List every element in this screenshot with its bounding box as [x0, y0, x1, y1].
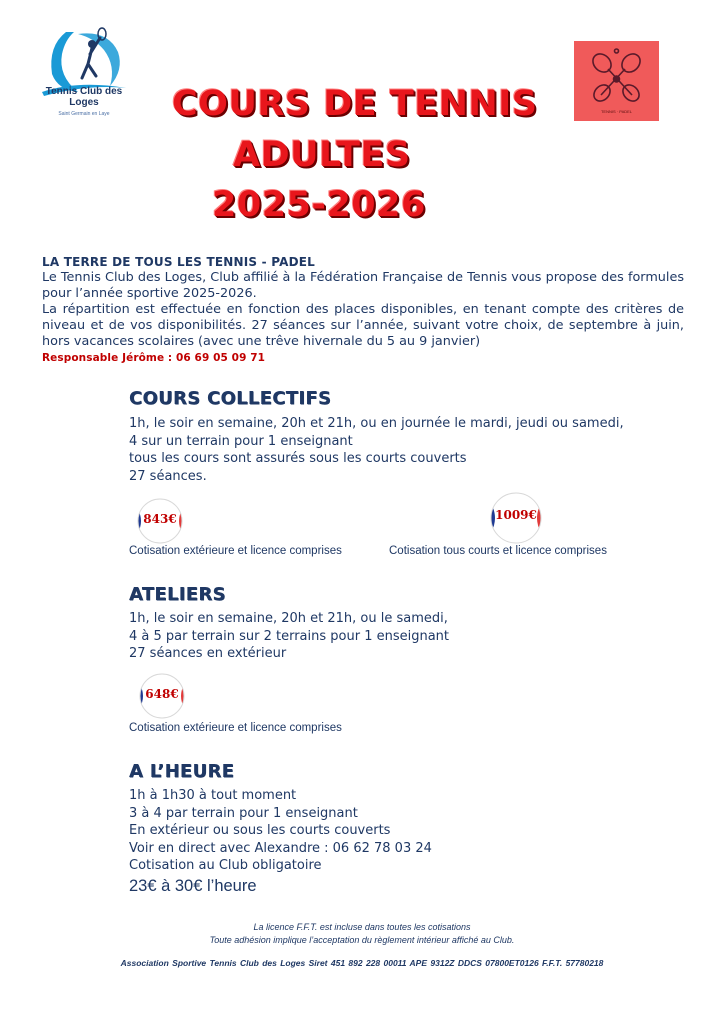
price-1009: 1009€: [495, 508, 537, 522]
logo-right-text: TENNIS · PADEL: [600, 109, 633, 114]
title-line-2: ADULTES: [233, 135, 411, 175]
club-name: Tennis Club des Loges: [45, 86, 123, 108]
title-line-3: 2025-2026: [212, 185, 426, 225]
heure-line: Cotisation au Club obligatoire: [129, 858, 322, 873]
collectifs-line: 1h, le soir en semaine, 20h et 21h, ou en journée le mardi, jeudi ou samedi,: [129, 416, 624, 431]
footer-association: Association Sportive Tennis Club des Loges Siret 451 892 228 00011 APE 9312Z DDCS 07800ET0126 F.F.T. 57780218: [120, 958, 604, 968]
section-body-collectifs: [129, 415, 624, 485]
heure-line: 1h à 1h30 à tout moment: [129, 788, 297, 803]
tennis-padel-logo: [574, 41, 659, 121]
price-648: 648€: [145, 687, 179, 701]
section-title-heure: A L’HEURE: [129, 761, 235, 782]
heure-line: En extérieur ou sous les courts couverts: [129, 823, 391, 838]
footer-note-2: Toute adhésion implique l’acceptation du règlement intérieur affiché au Club.: [209, 935, 515, 945]
intro-paragraph-1: Le Tennis Club des Loges, Club affilié à la Fédération Française de Tennis vous propose des formules pour l’année sportive 2025-2026.: [42, 270, 684, 301]
section-title-collectifs: COURS COLLECTIFS: [129, 388, 332, 409]
collectifs-line: 27 séances.: [129, 468, 207, 484]
ateliers-line: 4 à 5 par terrain sur 2 terrains pour 1 enseignant: [129, 628, 450, 644]
footer-note-1: La licence F.F.T. est incluse dans toutes les cotisations: [253, 922, 471, 932]
collectifs-line: tous les cours sont assurés sous les courts couverts: [129, 451, 467, 466]
responsable-contact: Responsable Jérôme : 06 69 05 09 71: [42, 352, 266, 364]
tennis-player-icon: [38, 26, 130, 124]
section-title-ateliers: ATELIERS: [129, 584, 226, 605]
club-logo: [38, 26, 130, 124]
caption-1009: Cotisation tous courts et licence comprises: [389, 545, 607, 557]
intro-block: [42, 254, 684, 366]
heure-line: Voir en direct avec Alexandre : 06 62 78 03 24: [129, 840, 432, 856]
price-843: 843€: [143, 512, 177, 526]
collectifs-line: 4 sur un terrain pour 1 enseignant: [129, 433, 353, 449]
caption-648: Cotisation extérieure et licence comprises: [129, 722, 342, 734]
price-badge-648: [138, 672, 186, 720]
section-body-ateliers: [129, 610, 449, 663]
ateliers-line: 1h, le soir en semaine, 20h et 21h, ou le samedi,: [129, 611, 448, 626]
heure-price: 23€ à 30€ l’heure: [129, 877, 257, 895]
title-line-1: COURS DE TENNIS: [172, 84, 538, 124]
intro-heading: LA TERRE DE TOUS LES TENNIS - PADEL: [42, 255, 315, 269]
club-subtitle: Saint Germain en Laye: [58, 111, 110, 117]
caption-843: Cotisation extérieure et licence comprises: [129, 545, 342, 557]
section-body-heure: [129, 787, 432, 875]
ateliers-line: 27 séances en extérieur: [129, 646, 287, 661]
intro-paragraph-2: La répartition est effectuée en fonction des places disponibles, en tenant compte des critères de niveau et de vos disponibilités. 27 séances sur l’année, suivant votre choix, de septembre à juin, hors vacances scolaires (avec une trêve hivernale du 5 au 9 janvier): [42, 302, 684, 349]
price-badge-1009: [489, 491, 543, 545]
price-badge-843: [136, 497, 184, 545]
heure-line: 3 à 4 par terrain pour 1 enseignant: [129, 805, 358, 821]
